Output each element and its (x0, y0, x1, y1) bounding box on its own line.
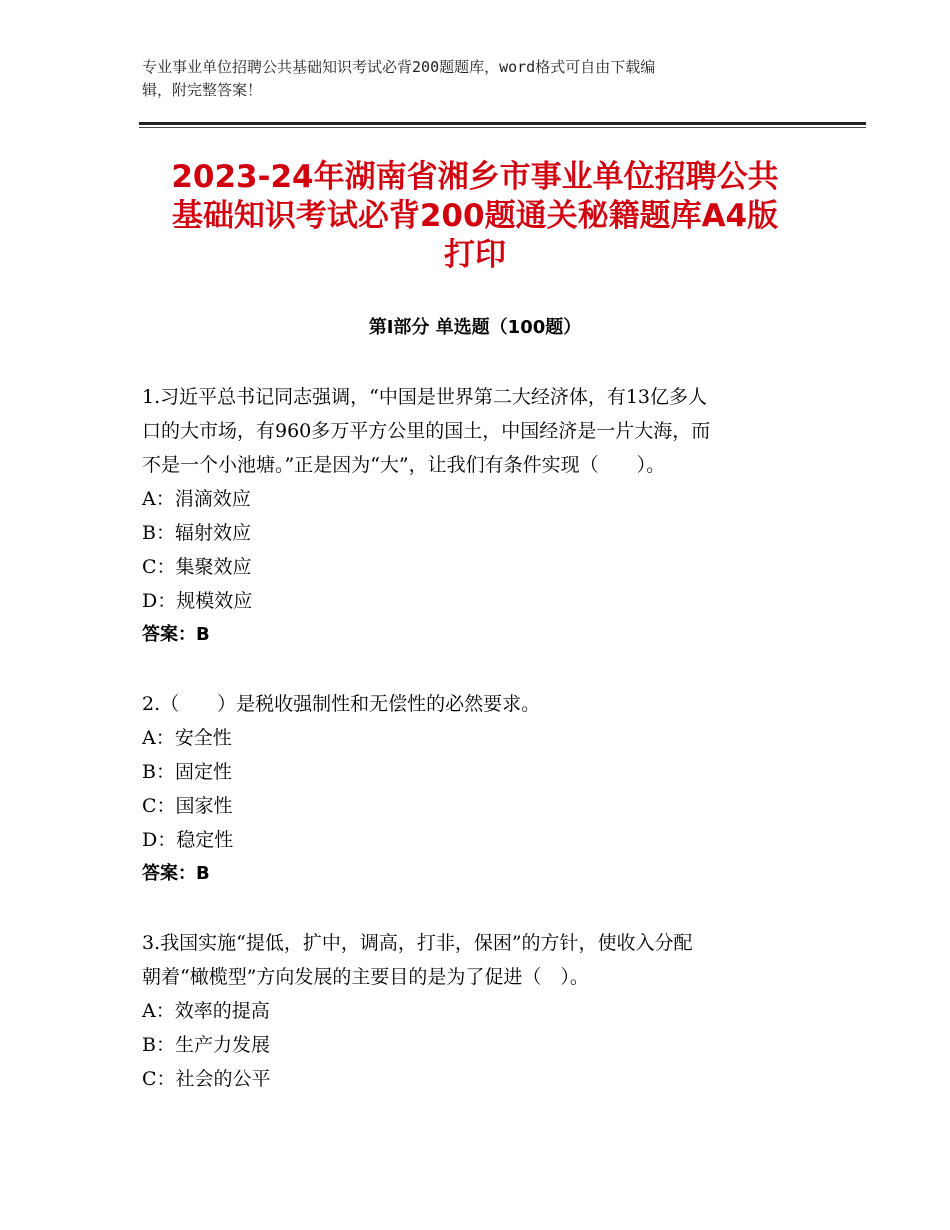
title-line-3: 打印 (444, 237, 506, 273)
question-stem-line: 口的大市场，有960多万平方公里的国土，中国经济是一片大海，而 (142, 420, 711, 442)
header-divider-thin (139, 127, 866, 128)
option-b: B：固定性 (142, 761, 232, 783)
option-c: C：国家性 (142, 795, 233, 817)
option-c: C：集聚效应 (142, 556, 252, 578)
option-b: B：辐射效应 (142, 522, 251, 544)
header-note (142, 56, 802, 102)
document-title (120, 158, 830, 275)
question-stem (142, 380, 822, 482)
answer: 答案：B (142, 624, 210, 645)
header-note-line-1: 专业事业单位招聘公共基础知识考试必背200题题库，word格式可自由下载编 (142, 58, 656, 76)
section-heading: 第I部分 单选题（100题） (368, 317, 582, 338)
option-a: A：涓滴效应 (142, 488, 251, 510)
question-stem (142, 687, 822, 721)
question-2 (142, 687, 822, 891)
question-stem (142, 926, 822, 994)
option-b: B：生产力发展 (142, 1034, 270, 1056)
question-stem-line: 3.我国实施“提低，扩中，调高，打非，保困”的方针，使收入分配 (142, 932, 693, 954)
answer: 答案：B (142, 863, 210, 884)
question-stem-line: 2.（ ）是税收强制性和无偿性的必然要求。 (142, 693, 541, 715)
title-line-2: 基础知识考试必背200题通关秘籍题库A4版 (171, 198, 779, 234)
question-stem-line: 朝着“橄榄型”方向发展的主要目的是为了促进（ ）。 (142, 966, 589, 988)
option-d: D：稳定性 (142, 829, 234, 851)
question-3 (142, 926, 822, 1096)
header-note-line-2: 辑，附完整答案！ (142, 81, 263, 99)
option-d: D：规模效应 (142, 590, 253, 612)
header-divider-thick (139, 122, 866, 125)
question-stem-line: 不是一个小池塘。”正是因为“大”，让我们有条件实现（ ）。 (142, 454, 666, 476)
option-a: A：效率的提高 (142, 1000, 270, 1022)
question-1 (142, 380, 822, 652)
title-line-1: 2023-24年湖南省湘乡市事业单位招聘公共 (171, 159, 779, 195)
option-a: A：安全性 (142, 727, 232, 749)
question-stem-line: 1.习近平总书记同志强调，“中国是世界第二大经济体，有13亿多人 (142, 386, 708, 408)
option-c: C：社会的公平 (142, 1068, 271, 1090)
